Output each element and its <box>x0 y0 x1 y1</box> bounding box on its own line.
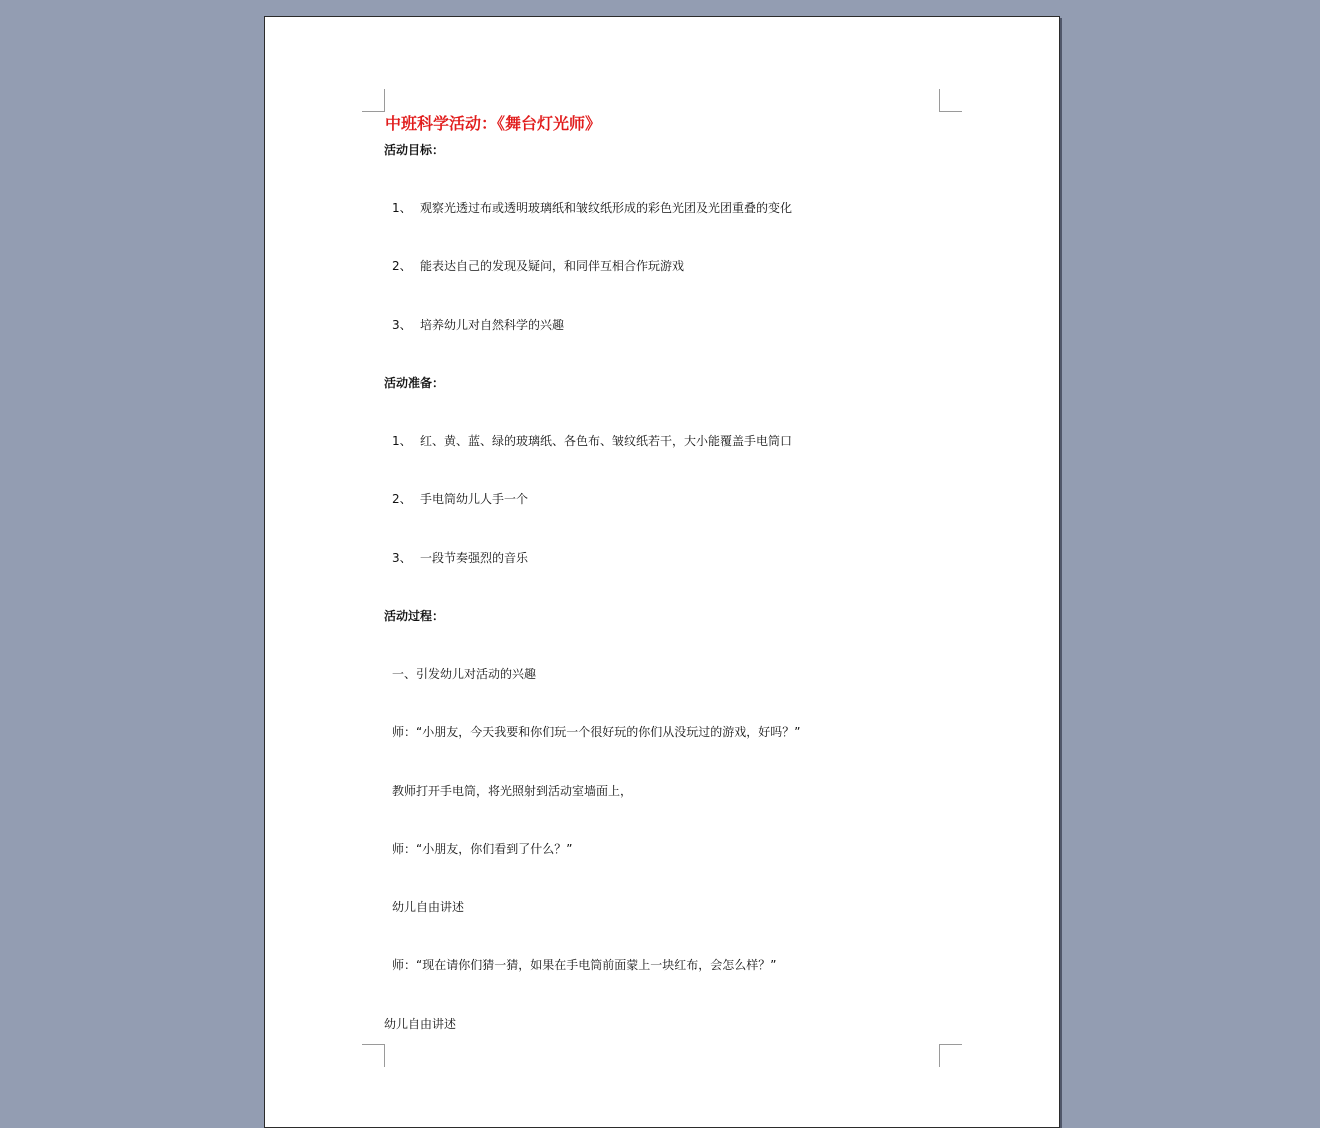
goal-heading: 活动目标： <box>384 143 445 157</box>
margin-corner-top-right <box>939 89 962 112</box>
process-line-5: 幼儿自由讲述 <box>392 900 465 914</box>
last-line: 幼儿自由讲述 <box>384 1017 457 1031</box>
prep-number: 2、 <box>392 492 412 506</box>
goal-text: 观察光透过布或透明玻璃纸和皱纹纸形成的彩色光团及光团重叠的变化 <box>420 201 793 215</box>
process-line-6: 师：“现在请你们猜一猜，如果在手电筒前面蒙上一块红布，会怎么样？” <box>392 958 777 972</box>
process-line-1: 一、引发幼儿对活动的兴趣 <box>392 667 537 681</box>
document-title: 中班科学活动：《舞台灯光师》 <box>385 114 602 133</box>
prep-text: 手电筒幼儿人手一个 <box>420 492 529 506</box>
goal-number: 2、 <box>392 259 412 273</box>
margin-corner-top-left <box>362 89 385 112</box>
goal-number: 3、 <box>392 318 412 332</box>
margin-corner-bottom-right <box>939 1044 962 1067</box>
goal-item-2 <box>392 258 684 274</box>
goal-item-3 <box>392 317 564 333</box>
prep-item-1 <box>392 433 792 449</box>
prep-text: 红、黄、蓝、绿的玻璃纸、各色布、皱纹纸若干，大小能覆盖手电筒口 <box>420 434 793 448</box>
prep-item-3 <box>392 550 528 566</box>
goal-text: 培养幼儿对自然科学的兴趣 <box>420 318 565 332</box>
prep-text: 一段节奏强烈的音乐 <box>420 551 529 565</box>
process-line-3: 教师打开手电筒，将光照射到活动室墙面上， <box>392 784 633 798</box>
prep-item-2 <box>392 491 528 507</box>
goal-text: 能表达自己的发现及疑问，和同伴互相合作玩游戏 <box>420 259 685 273</box>
goal-number: 1、 <box>392 201 412 215</box>
margin-corner-bottom-left <box>362 1044 385 1067</box>
process-line-4: 师：“小朋友，你们看到了什么？” <box>392 842 573 856</box>
prep-heading: 活动准备： <box>384 376 445 390</box>
prep-number: 1、 <box>392 434 412 448</box>
process-heading: 活动过程： <box>384 609 445 623</box>
prep-number: 3、 <box>392 551 412 565</box>
goal-item-1 <box>392 200 792 216</box>
document-page[interactable] <box>264 16 1060 1128</box>
process-line-2: 师：“小朋友，今天我要和你们玩一个很好玩的你们从没玩过的游戏，好吗？” <box>392 725 801 739</box>
